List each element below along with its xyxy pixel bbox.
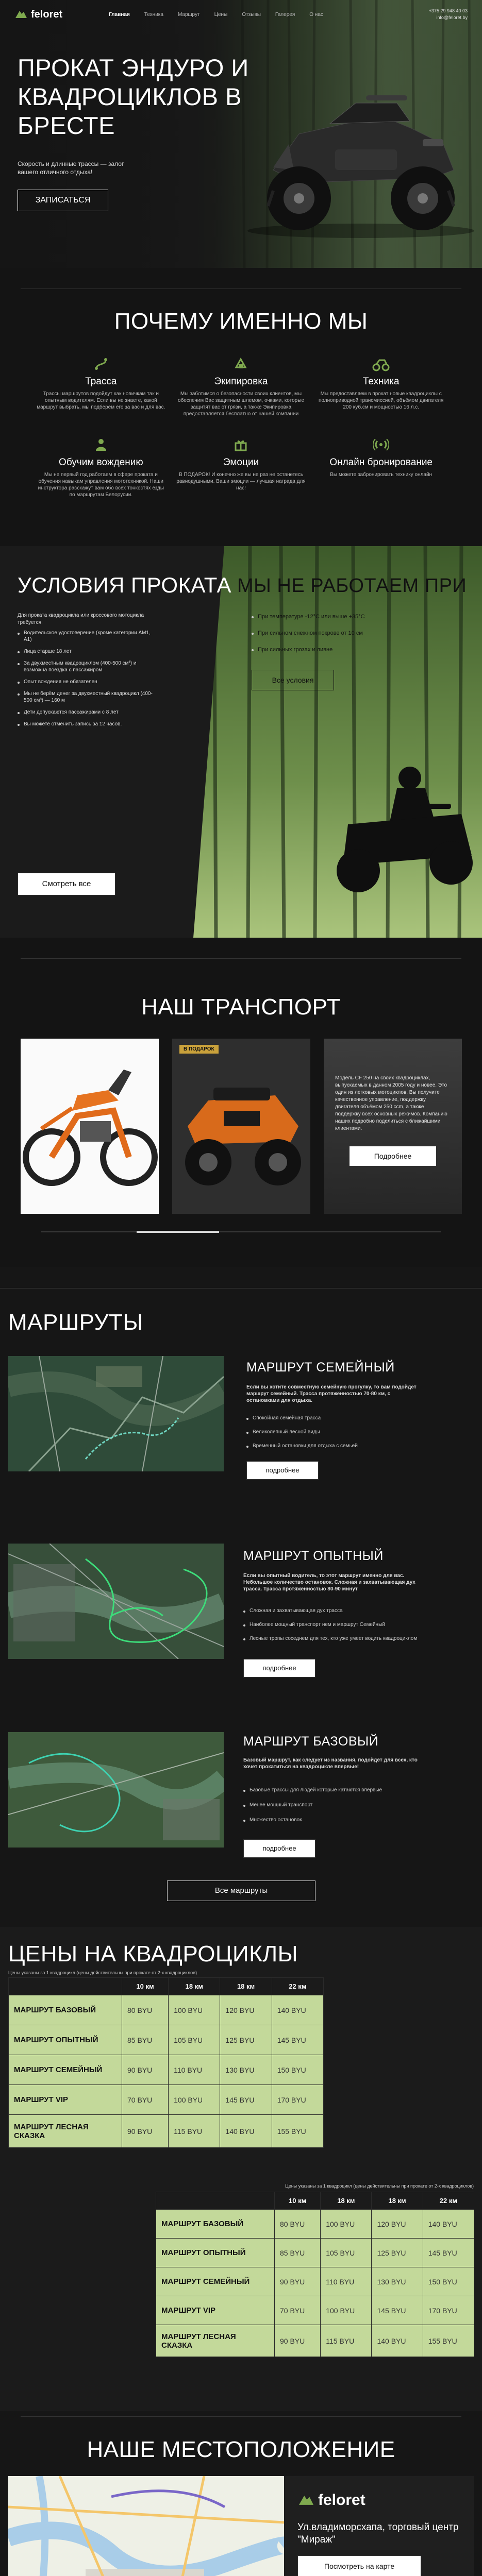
prices-title: ЦЕНЫ НА КВАДРОЦИКЛЫ	[8, 1941, 298, 1967]
transport-slider-thumb[interactable]	[137, 1231, 219, 1233]
nav-technics[interactable]: Техника	[144, 11, 163, 18]
price-route: МАРШРУТ БАЗОВЫЙ	[156, 2210, 275, 2239]
price-cell: 140 BYU	[423, 2210, 474, 2239]
conditions-more-button[interactable]: Смотреть все	[18, 873, 115, 895]
prices-note: Цены указаны за 1 квадроцикл (цены действительны при прокате от 2-х квадроциклов)	[8, 1970, 197, 1975]
location-address: Ул.владиморсхапа, торговый центр "Мираж"	[297, 2522, 459, 2545]
route-title: МАРШРУТ БАЗОВЫЙ	[243, 1734, 379, 1749]
location-map[interactable]	[8, 2476, 284, 2576]
price-cell: 115 BYU	[169, 2115, 220, 2148]
why-item-title: Экипировка	[214, 376, 268, 387]
all-conditions-button[interactable]: Все условия	[252, 670, 334, 690]
prices-section-alt	[0, 2174, 482, 2411]
route-features	[246, 1415, 417, 1456]
route-details-button[interactable]: подробнее	[243, 1839, 315, 1858]
gear-icon	[233, 356, 248, 371]
conditions-forest-image	[193, 546, 482, 938]
gift-icon	[233, 437, 248, 452]
why-item	[36, 437, 166, 498]
price-header-cell: 22 км	[423, 2192, 474, 2210]
price-cell: 170 BYU	[423, 2296, 474, 2325]
price-cell: 105 BYU	[169, 2025, 220, 2055]
price-cell: 85 BYU	[122, 2025, 169, 2055]
not-work-list-item: При сильном снежном покрове от 10 см	[252, 630, 406, 637]
why-item	[176, 356, 306, 417]
price-cell: 120 BYU	[220, 1995, 272, 2025]
location-title: НАШЕ МЕСТОПОЛОЖЕНИЕ	[87, 2437, 395, 2462]
price-cell: 145 BYU	[423, 2239, 474, 2267]
routes-section	[0, 1267, 482, 1927]
nav-home[interactable]: Главная	[109, 11, 130, 18]
route-feature: Спокойная семейная трасса	[246, 1415, 417, 1421]
price-header-cell	[156, 2192, 275, 2210]
price-header-cell: 18 км	[220, 1978, 272, 1995]
price-cell: 110 BYU	[321, 2267, 372, 2296]
price-route: МАРШРУТ БАЗОВЫЙ	[9, 1995, 122, 2025]
price-row	[9, 2055, 324, 2085]
nav-gallery[interactable]: Галерея	[275, 11, 295, 18]
header-phone[interactable]: +375 29 948 40 03	[428, 8, 468, 13]
prices-note: Цены указаны за 1 квадроцикл (цены действительны при прокате от 2-х квадроциклов)	[285, 2183, 474, 2189]
route-feature: Менее мощный транспорт	[243, 1802, 419, 1808]
price-route: МАРШРУТ ОПЫТНЫЙ	[156, 2239, 275, 2267]
why-item-text: Мы предоставляем в прокат новые квадроциклы с полноприводной трансмиссией, объёмом двигателя 200 куб.см и мощностью 16 л.с.	[318, 391, 444, 410]
all-routes-button[interactable]: Все маршруты	[167, 1880, 315, 1901]
not-work-list-item: При температуре -12°С или выше +35°С	[252, 613, 406, 620]
conditions-list-item: Водительское удостоверение (кроме категории AM1, A1)	[18, 630, 154, 643]
why-item	[316, 356, 446, 417]
route-title: МАРШРУТ СЕМЕЙНЫЙ	[246, 1360, 395, 1375]
why-item-text: Вы можете забронировать технику онлайн	[330, 472, 433, 478]
price-cell: 115 BYU	[321, 2325, 372, 2357]
route-icon	[93, 356, 109, 371]
header-contacts	[429, 8, 468, 21]
why-item-text: Мы заботимся о безопасности своих клиентов, мы обеспечим Вас защитным шлемом, очками, которые защитят вас от грязи, а также Экипировка предоставляется бесплатно от нашей компании	[178, 391, 304, 417]
price-row	[9, 1995, 324, 2025]
route-title: МАРШРУТ ОПЫТНЫЙ	[243, 1549, 384, 1563]
price-table-header	[156, 2192, 474, 2210]
price-header-cell: 10 км	[275, 2192, 321, 2210]
price-route: МАРШРУТ ОПЫТНЫЙ	[9, 2025, 122, 2055]
logo[interactable]: feloret	[14, 9, 62, 21]
prices-section	[0, 1927, 482, 2174]
why-item	[176, 437, 306, 498]
conditions-intro: Для проката квадроцикла или кроссового мотоцикла требуется:	[18, 613, 144, 625]
price-table-header	[9, 1978, 324, 1995]
route-features	[243, 1607, 419, 1649]
quad-bike-image	[172, 1039, 310, 1214]
nav-about[interactable]: О нас	[309, 11, 323, 18]
price-header-cell: 18 км	[321, 2192, 372, 2210]
price-row	[9, 2025, 324, 2055]
not-work-title: МЫ НЕ РАБОТАЕМ ПРИ	[237, 575, 467, 597]
route-feature: Временный остановки для отдыха с семьей	[246, 1443, 417, 1449]
price-cell: 100 BYU	[169, 2085, 220, 2115]
price-cell: 70 BYU	[275, 2296, 321, 2325]
price-cell: 90 BYU	[122, 2115, 169, 2148]
why-item-text: Мы не первый год работаем в сфере проката и обучения навыкам управления мототехникой. Наши инструктора расскажут вам обо всех тонкостях езды по маршрутам Белорусии.	[38, 472, 164, 498]
top-header	[0, 0, 482, 29]
price-cell: 120 BYU	[372, 2210, 423, 2239]
why-section	[0, 268, 482, 546]
quad-icon	[372, 356, 390, 371]
conditions-list-item: Лица старше 18 лет	[18, 648, 154, 655]
not-work-list-item: При сильных грозах и ливне	[252, 646, 406, 653]
conditions-list-item: Вы можете отменить запись за 12 часов.	[18, 721, 154, 727]
route-map-image[interactable]	[8, 1732, 224, 1848]
transport-card-text: Модель CF 250 на своих квадроциклах, выпускаемых в данном 2005 году и новее. Это один из легковых мотоциклов. Вы получите качественное управление, поддержку двигателя объёмом 250 ccm, а также поддержку всех основных режимов. Компанию наших подробно поделиться с ближайшими клиентами.	[335, 1075, 447, 1131]
price-cell: 130 BYU	[372, 2267, 423, 2296]
route-details-button[interactable]: подробнее	[246, 1461, 319, 1480]
price-cell: 105 BYU	[321, 2239, 372, 2267]
show-on-map-button[interactable]: Посмотреть на карте	[297, 2555, 421, 2576]
why-item-text: Трассы маршрутов подойдут как новичкам так и опытным водителям. Если вы не знаете, какой маршрут выбрать, мы подберем его за вас и для вас.	[37, 391, 165, 410]
nav-menu	[109, 12, 323, 18]
route-details-button[interactable]: подробнее	[243, 1659, 315, 1677]
hero-title: ПРОКАТ ЭНДУРО И КВАДРОЦИКЛОВ В БРЕСТЕ	[18, 54, 249, 139]
price-cell: 125 BYU	[220, 2025, 272, 2055]
transport-section	[0, 938, 482, 1267]
location-logo: feloret	[297, 2492, 474, 2509]
price-cell: 150 BYU	[423, 2267, 474, 2296]
price-row	[156, 2325, 474, 2357]
price-header-cell: 18 км	[372, 2192, 423, 2210]
why-item-title: Онлайн бронирование	[329, 457, 433, 468]
price-row	[156, 2210, 474, 2239]
transport-card	[324, 1039, 462, 1214]
price-table	[8, 1977, 324, 2148]
hero-section	[0, 0, 482, 268]
logo-icon	[297, 2493, 315, 2507]
price-header-cell: 10 км	[122, 1978, 169, 1995]
nav-prices[interactable]: Цены	[214, 11, 228, 18]
route-feature: Лесные тропы соседнем для тех, кто уже умеет водить квадроциклом	[243, 1635, 419, 1642]
price-cell: 100 BYU	[321, 2296, 372, 2325]
price-route: МАРШРУТ ЛЕСНАЯ СКАЗКА	[9, 2115, 122, 2148]
not-work-list	[252, 613, 406, 663]
price-header-cell	[9, 1978, 122, 1995]
price-route: МАРШРУТ VIP	[156, 2296, 275, 2325]
why-item-text: В ПОДАРОК! И конечно же вы не раз не останетесь равнодушными. Ваши эмоции — лучшая награда для нас!	[176, 472, 306, 491]
price-route: МАРШРУТ СЕМЕЙНЫЙ	[9, 2055, 122, 2085]
price-cell: 100 BYU	[169, 1995, 220, 2025]
price-cell: 110 BYU	[169, 2055, 220, 2085]
location-panel	[284, 2476, 474, 2576]
price-cell: 150 BYU	[272, 2055, 323, 2085]
conditions-section	[0, 546, 482, 938]
why-item	[36, 356, 166, 417]
price-cell: 130 BYU	[220, 2055, 272, 2085]
transport-card[interactable]	[21, 1039, 159, 1214]
nav-reviews[interactable]: Отзывы	[242, 11, 261, 18]
price-cell: 90 BYU	[275, 2325, 321, 2357]
price-header-cell: 18 км	[169, 1978, 220, 1995]
why-item-title: Обучим вождению	[59, 457, 143, 468]
conditions-list	[18, 630, 154, 733]
price-cell: 70 BYU	[122, 2085, 169, 2115]
price-cell: 145 BYU	[272, 2025, 323, 2055]
price-cell: 140 BYU	[372, 2325, 423, 2357]
gift-badge: В ПОДАРОК	[179, 1045, 219, 1054]
why-item	[316, 437, 446, 498]
route-feature: Сложная и захватывающая дух трасса	[243, 1607, 419, 1614]
price-row	[9, 2115, 324, 2148]
price-cell: 100 BYU	[321, 2210, 372, 2239]
transport-slider-track[interactable]	[41, 1231, 441, 1232]
price-cell: 145 BYU	[372, 2296, 423, 2325]
price-cell: 80 BYU	[122, 1995, 169, 2025]
location-section	[0, 2411, 482, 2576]
conditions-list-item: Опыт вождения не обязателен	[18, 679, 154, 685]
enduro-bike-image	[21, 1039, 159, 1214]
instructor-icon	[93, 437, 109, 452]
price-cell: 170 BYU	[272, 2085, 323, 2115]
route-feature: Великолепный лесной виды	[246, 1429, 417, 1435]
price-cell: 80 BYU	[275, 2210, 321, 2239]
why-grid	[0, 334, 482, 498]
conditions-list-item: Дети допускаются пассажирами с 8 лет	[18, 709, 154, 716]
price-route: МАРШРУТ VIP	[9, 2085, 122, 2115]
wifi-icon	[373, 437, 389, 452]
logo-icon	[14, 9, 28, 20]
conditions-title: УСЛОВИЯ ПРОКАТА	[18, 573, 231, 597]
hero-subtitle: Скорость и длинные трассы — залог вашего отличного отдыха!	[18, 160, 124, 176]
conditions-list-item: За двухместным квадроциклом (400-500 см³) и возможна поездка с пассажиром	[18, 660, 154, 673]
price-cell: 85 BYU	[275, 2239, 321, 2267]
why-item-title: Эмоции	[223, 457, 259, 468]
transport-title: НАШ ТРАНСПОРТ	[141, 994, 341, 1020]
conditions-list-item: Мы не берём денег за двухместный квадроцикл (400-500 см³) — 160 м	[18, 690, 154, 704]
price-cell: 90 BYU	[122, 2055, 169, 2085]
transport-more-button[interactable]: Подробнее	[349, 1146, 437, 1166]
hero-cta-button[interactable]: ЗАПИСАТЬСЯ	[18, 190, 108, 211]
route-feature: Базовые трассы для людей которые катаются впервые	[243, 1787, 419, 1793]
price-row	[156, 2267, 474, 2296]
route-feature: Множество остановок	[243, 1817, 419, 1823]
transport-card[interactable]	[172, 1039, 310, 1214]
why-title: ПОЧЕМУ ИМЕННО МЫ	[114, 309, 368, 334]
price-row	[156, 2239, 474, 2267]
price-table	[156, 2192, 474, 2357]
price-cell: 140 BYU	[272, 1995, 323, 2025]
price-cell: 155 BYU	[423, 2325, 474, 2357]
price-header-cell: 22 км	[272, 1978, 323, 1995]
price-cell: 145 BYU	[220, 2085, 272, 2115]
header-email[interactable]: info@feloret.by	[436, 15, 468, 20]
price-cell: 155 BYU	[272, 2115, 323, 2148]
price-row	[9, 2085, 324, 2115]
price-route: МАРШРУТ СЕМЕЙНЫЙ	[156, 2267, 275, 2296]
route-map-image[interactable]	[8, 1356, 224, 1471]
why-item-title: Техника	[362, 376, 400, 387]
price-cell: 90 BYU	[275, 2267, 321, 2296]
route-desc: Если вы опытный водитель, то этот маршрут именно для вас. Небольшое количество остановок. Сложная и захватывающая дух трасса. Трасса протяжённостью 80-90 минут	[243, 1573, 415, 1592]
hero-atv-image	[227, 67, 474, 242]
route-feature: Наиболее мощный транспорт нем и маршрут Семейный	[243, 1621, 419, 1628]
nav-route[interactable]: Маршрут	[177, 11, 200, 18]
why-item-title: Трасса	[85, 376, 117, 387]
price-cell: 140 BYU	[220, 2115, 272, 2148]
routes-title: МАРШРУТЫ	[8, 1310, 143, 1335]
route-features	[243, 1787, 419, 1832]
price-route: МАРШРУТ ЛЕСНАЯ СКАЗКА	[156, 2325, 275, 2357]
price-row	[156, 2296, 474, 2325]
route-desc: Если вы хотите совместную семейную прогулку, то вам подойдет маршрут семейный. Трасса протяжённостью 70-80 км, с остановками для отдыха.	[246, 1384, 417, 1403]
route-map-image[interactable]	[8, 1544, 224, 1659]
price-cell: 125 BYU	[372, 2239, 423, 2267]
route-desc: Базовый маршрут, как следует из названия, подойдёт для всех, кто хочет прокатиться на квадроцикле впервые!	[243, 1757, 418, 1770]
